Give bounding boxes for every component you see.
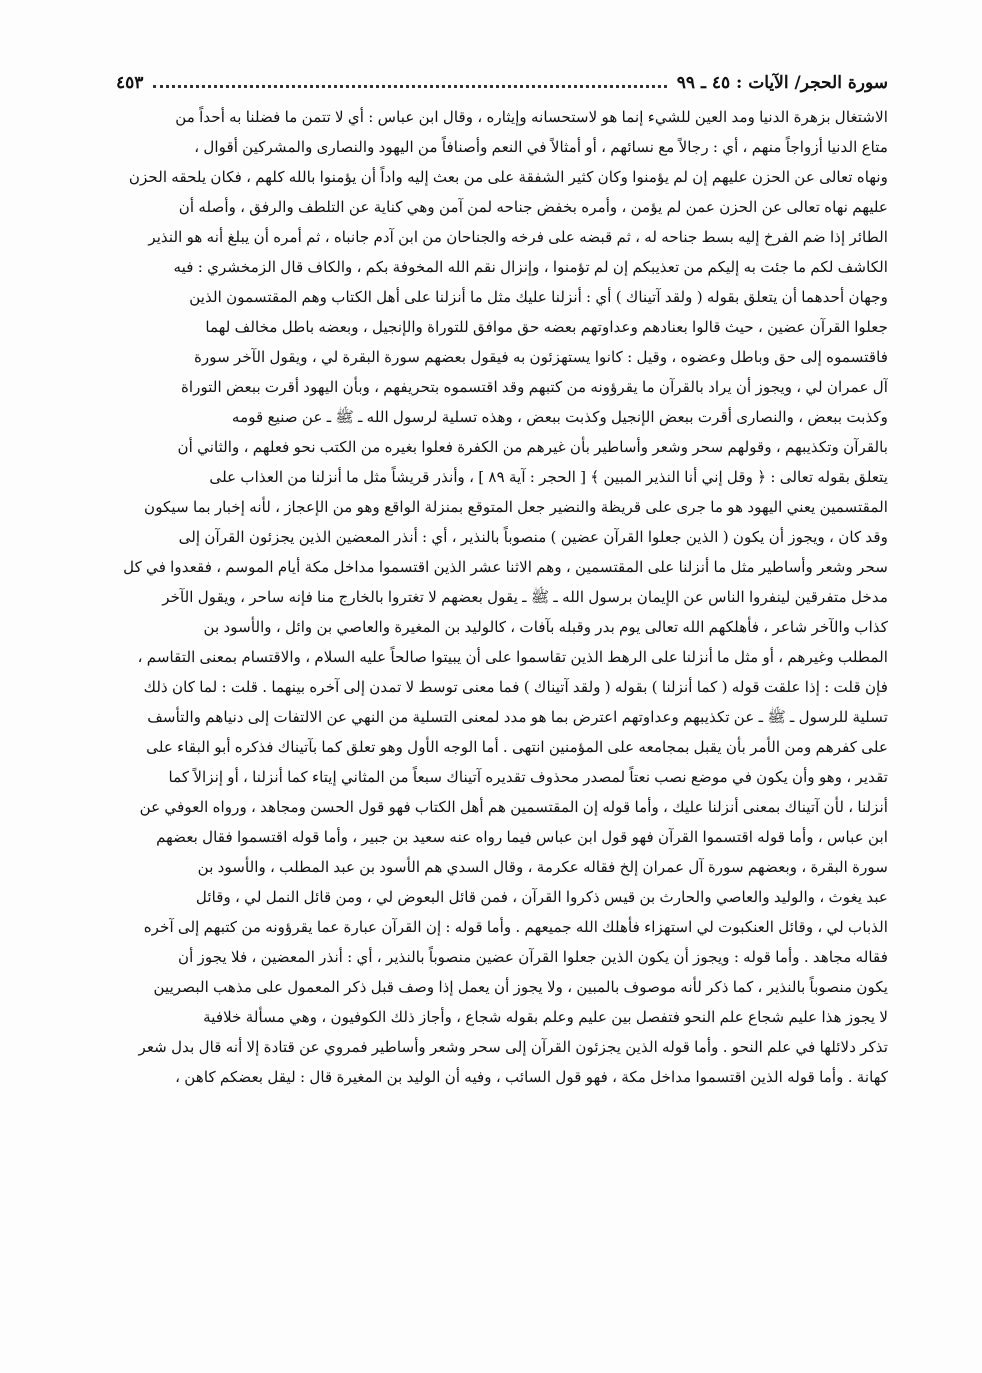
text-line: سورة البقرة ، وبعضهم سورة آل عمران إلخ فقاله عكرمة ، وقال السدي هم الأسود بن عبد المطلب ، والأسود بن — [197, 858, 888, 876]
text-line: وجهان أحدهما أن يتعلق بقوله ( ولقد آتيناك ) أي : أنزلنا عليك مثل ما أنزلنا على أهل الكتاب وهم المقتسمون الذين — [189, 288, 888, 306]
text-line: عليهم نهاه تعالى عن الحزن عمن لم يؤمن ، وأمره بخفض جناحه لمن آمن وهي كناية عن التلطف والرفق ، وأصله أن — [178, 198, 888, 216]
running-header — [116, 66, 888, 100]
text-line: فاقتسموه إلى حق وباطل وعضوه ، وقيل : كانوا يستهزئون به فيقول بعضهم سورة البقرة لي ، ويقول الآخر سورة — [193, 348, 888, 366]
text-line: يتعلق بقوله تعالى : ﴿ وقل إني أنا النذير المبين ﴾ [ الحجر : آية ٨٩ ] ، وأنذر قريشاً مثل ما أنزلنا من العذاب على — [209, 468, 888, 486]
text-line: ونهاه تعالى عن الحزن عليهم إن لم يؤمنوا وكان كثير الشفقة على من بعث إليه واداً أن يؤمنوا بالله كلهم ، فكان يلحقه الحزن — [128, 168, 888, 186]
text-line: فقاله مجاهد . وأما قوله : ويجوز أن يكون الذين جعلوا القرآن عضين منصوباً بالنذير ، أي : أنذر المعضين ، فلا يجوز أن — [177, 948, 888, 966]
text-line: سحر وشعر وأساطير مثل ما أنزلنا على المقتسمين ، وهم الاثنا عشر الذين اقتسموا مداخل مكة أيام الموسم ، فقعدوا في كل — [123, 558, 888, 576]
text-line: فإن قلت : إذا علقت قوله ( كما أنزلنا ) بقوله ( ولقد آتيناك ) فما معنى توسط لا تمدن إلى آخره بينهما . قلت : لما كان ذلك — [143, 678, 888, 696]
text-line: أنزلنا ، لأن آتيناك بمعنى أنزلنا عليك ، وأما قوله إن المقتسمين هم أهل الكتاب فهو قول الحسن ومجاهد ، ورواه العوفي عن — [139, 798, 888, 816]
text-line: المطلب وغيرهم ، أو مثل ما أنزلنا على الرهط الذين تقاسموا على أن يبيتوا صالحاً عليه السلام ، والاقتسام بمعنى التقاسم ، — [137, 648, 888, 666]
surah-title: سورة الحجر/ الآيات : ٤٥ ـ ٩٩ — [676, 73, 888, 93]
text-line: تذكر دلائلها في علم النحو . وأما قوله الذين يجزئون القرآن إلى سحر وشعر وأساطير فمروي عن قتادة إلا أنه قال بدل شعر — [138, 1038, 888, 1056]
text-line: يكون منصوباً بالنذير ، كما ذكر لأنه موصوف بالمبين ، ولا يجوز أن يعمل إذا وصف قبل ذكر المعمول على مذهب البصريين — [153, 978, 888, 996]
text-line: متاع الدنيا أزواجاً منهم ، أي : رجالاً مع نسائهم ، أو أمثالاً في النعم وأصنافاً من اليهود والنصارى والمشركين أقوال ، — [194, 138, 888, 156]
text-line: الكاشف لكم ما جئت به إليكم من تعذيبكم إن لم تؤمنوا ، وإنزال نقم الله المخوفة بكم ، والكاف قال الزمخشري : فيه — [173, 258, 888, 276]
text-line: ابن عباس ، وأما قوله اقتسموا القرآن فهو قول ابن عباس فيما رواه عنه سعيد بن جبير ، وأما قوله اقتسموا فقال بعضهم — [156, 828, 888, 846]
text-line: كهانة . وأما قوله الذين اقتسموا مداخل مكة ، فهو قول السائب ، وفيه أن الوليد بن المغيرة قال : ليقل بعضكم كاهن ، — [175, 1068, 888, 1086]
text-line: على كفرهم ومن الأمر بأن يقبل بمجامعه على المؤمنين انتهى . أما الوجه الأول وهو تعلق كما بآتيناك فذكره أبو البقاء على — [146, 738, 888, 756]
text-line: لا يجوز هذا عليم شجاع علم النحو فتفصل بين عليم وعلم بقوله شجاع ، وأجاز ذلك الكوفيون ، وهي مسألة خلافية — [203, 1008, 888, 1026]
text-body — [116, 102, 888, 1092]
dotted-leader — [153, 85, 666, 88]
text-line: المقتسمين يعني اليهود هو ما جرى على قريظة والنضير جعل المتوقع بمنزلة الواقع وهو من الإعجاز ، لأنه إخبار بما سيكون — [144, 498, 888, 516]
page-number: ٤٥٣ — [116, 73, 144, 93]
text-line: بالقرآن وتكذيبهم ، وقولهم سحر وشعر وأساطير بأن غيرهم من الكفرة فعلوا بغيره من الكتب نحو فعلهم ، والثاني أن — [177, 438, 888, 456]
text-line: كذاب والآخر شاعر ، فأهلكهم الله تعالى يوم بدر وقبله بآفات ، كالوليد بن المغيرة والعاصي بن وائل ، والأسود بن — [203, 618, 888, 636]
text-line: مدخل متفرقين لينفروا الناس عن الإيمان برسول الله ـ ﷺ ـ يقول بعضهم لا تغتروا بالخارج منا فإنه ساحر ، ويقول الآخر — [162, 588, 888, 606]
text-line: عبد يغوث ، والوليد والعاصي والحارث بن قيس ذكروا القرآن ، فمن قائل البعوض لي ، ومن قائل النمل لي ، وقائل — [195, 888, 888, 906]
text-line: وقد كان ، ويجوز أن يكون ( الذين جعلوا القرآن عضين ) منصوباً بالنذير ، أي : أنذر المعضين الذين يجزئون القرآن إلى — [178, 528, 888, 546]
text-line: الطائر إذا ضم الفرخ إليه بسط جناحه له ، ثم قبضه على فرخه والجناحان من ابن آدم جانباه ، ثم أمره أن يبلغ أنه هو النذير — [148, 228, 888, 246]
text-line: تسلية للرسول ـ ﷺ ـ عن تكذيبهم وعداوتهم اعترض بما هو مدد لمعنى التسلية من النهي عن الالتفات إلى دنياهم والتأسف — [147, 708, 888, 726]
text-line: آل عمران لي ، ويجوز أن يراد بالقرآن ما يقرؤونه من كتبهم وقد اقتسموه بتحريفهم ، وبأن اليهود أقرت ببعض التوراة — [180, 378, 888, 396]
text-line: جعلوا القرآن عضين ، حيث قالوا بعنادهم وعداوتهم بعضه حق موافق للتوراة والإنجيل ، وبعضه باطل مخالف لهما — [205, 318, 888, 336]
text-line: تقدير ، وهو وأن يكون في موضع نصب نعتاً لمصدر محذوف تقديره آتيناك سبعاً من المثاني إيتاء كما أنزلنا ، أو إنزالاً كما — [168, 768, 888, 786]
text-line: الذباب لي ، وقائل العنكبوت لي استهزاء فأهلك الله جميعهم . وأما قوله : إن القرآن عبارة عما يقرؤونه من كتبهم إلى آخره — [143, 918, 888, 936]
text-line: الاشتغال بزهرة الدنيا ومد العين للشيء إنما هو لاستحسانه وإيثاره ، وقال ابن عباس : أي لا تتمن ما فضلنا به أحداً من — [175, 108, 888, 126]
text-line: وكذبت ببعض ، والنصارى أقرت ببعض الإنجيل وكذبت ببعض ، وهذه تسلية لرسول الله ـ ﷺ ـ عن صنيع قومه — [231, 408, 888, 426]
